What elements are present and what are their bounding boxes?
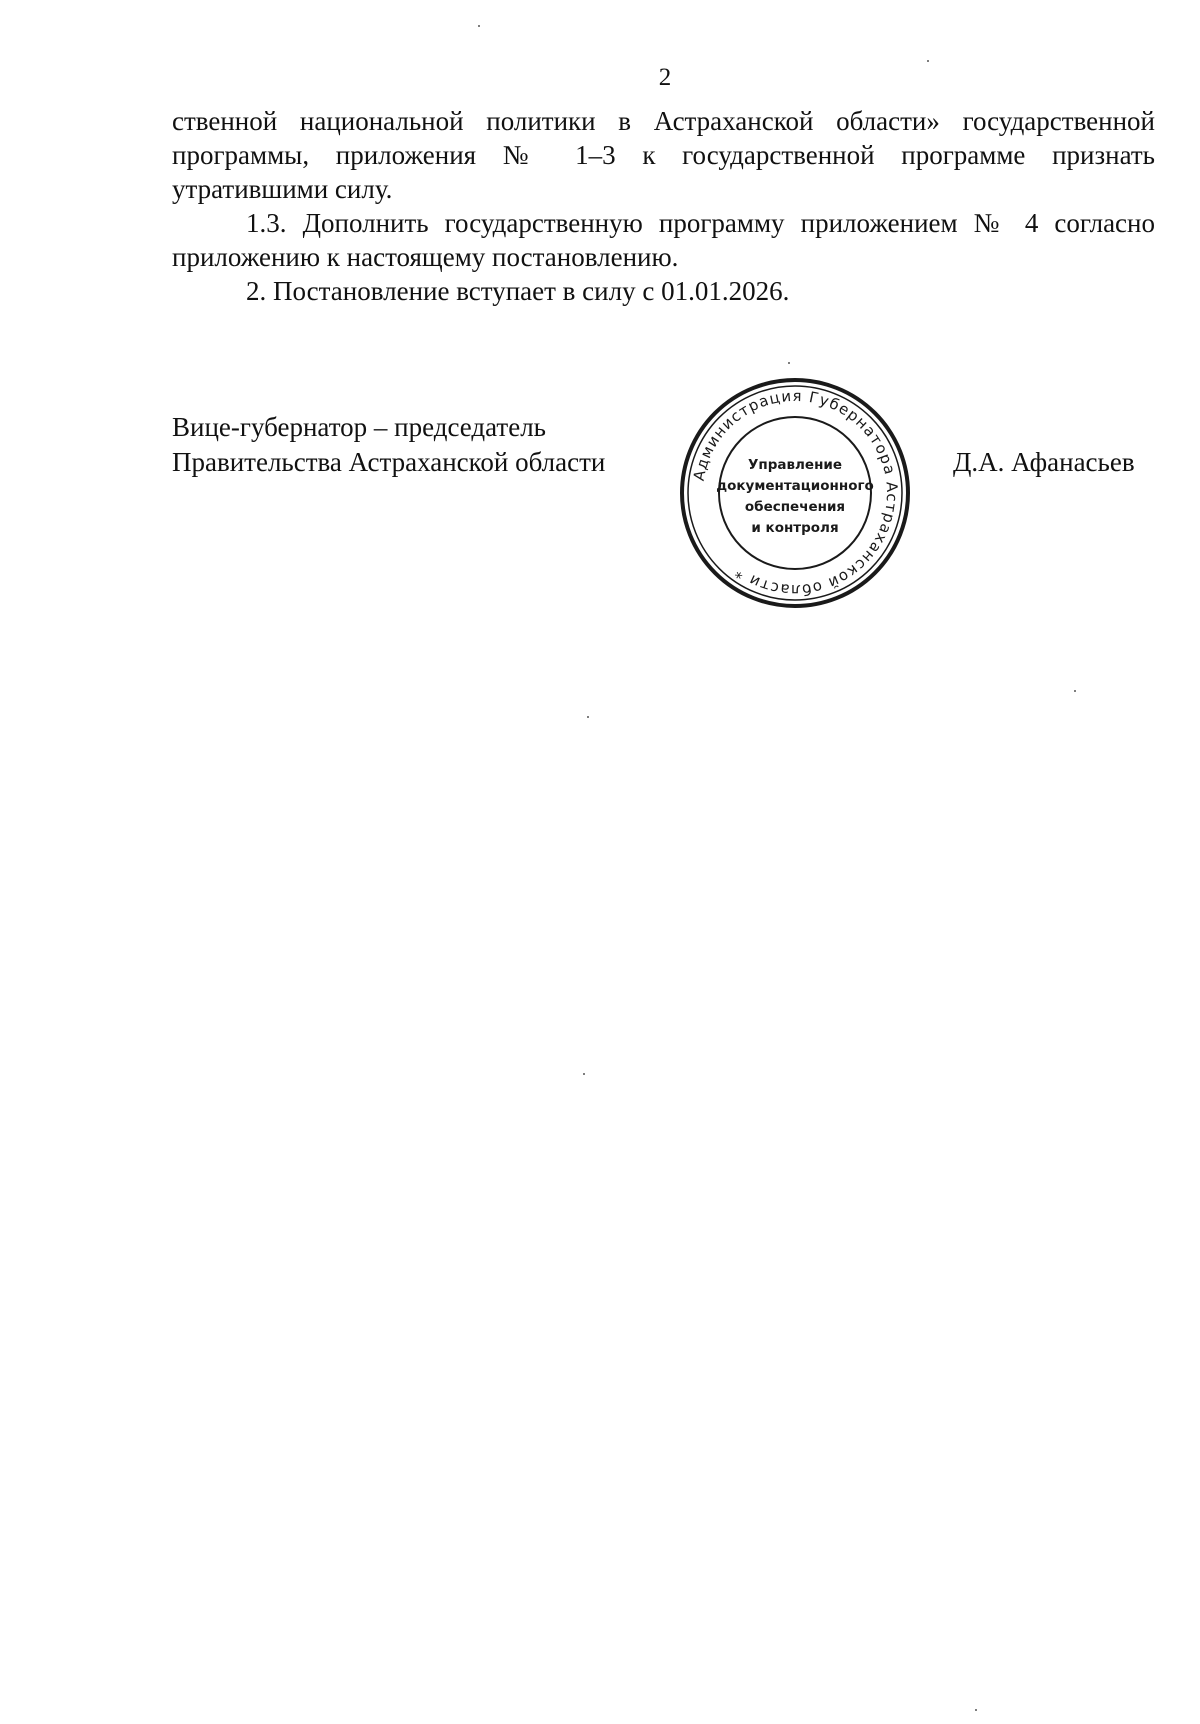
signatory-title [172, 410, 605, 480]
signatory-title-line-1: Вице-губернатор – председатель [172, 412, 546, 442]
seal-ring-textpath: Администрация Губернатора Астраханской области * [689, 386, 902, 600]
scan-speck [587, 716, 589, 718]
paragraph-continuation: ственной национальной политики в Астраханской области» государственной программы, приложения № 1–3 к государственной программе признать утратившими силу. [172, 106, 1155, 204]
page-number: 2 [658, 64, 672, 91]
official-seal-stamp [675, 373, 915, 613]
seal-graphic [675, 373, 915, 613]
seal-center-line-4: и контроля [751, 520, 839, 536]
signatory-name: Д.А. Афанасьев [953, 447, 1135, 477]
scan-speck [583, 1073, 585, 1075]
seal-center-text [716, 457, 874, 536]
seal-center-line-3: обеспечения [744, 499, 846, 515]
document-body [172, 104, 1155, 308]
seal-center-line-1: Управление [747, 457, 843, 473]
scan-speck [478, 25, 480, 27]
paragraph-item-1-3: 1.3. Дополнить государственную программу приложением № 4 согласно приложению к настоящему постановлению. [172, 208, 1155, 272]
scan-speck [927, 60, 929, 62]
scan-speck [1074, 690, 1076, 692]
seal-center-line-2: документационного [716, 478, 874, 494]
scan-speck [788, 362, 790, 364]
paragraph-item-2: 2. Постановление вступает в силу с 01.01.2026. [246, 276, 790, 306]
signatory-title-line-2: Правительства Астраханской области [172, 447, 606, 477]
scan-speck [975, 1709, 977, 1711]
